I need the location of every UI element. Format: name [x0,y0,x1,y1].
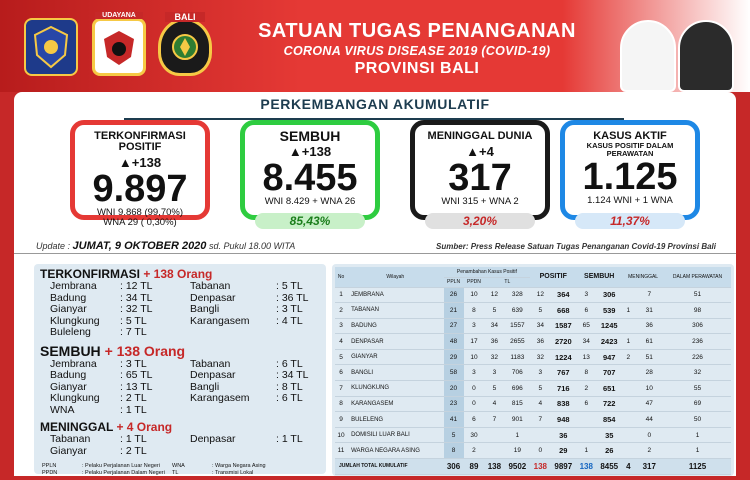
table-cell: 0 [530,443,550,459]
abbreviation-legend [34,463,326,477]
summary-cell [276,327,336,339]
table-cell: 668 [550,303,576,319]
table-cell: 1 [622,334,634,350]
table-cell: 31 [635,303,664,319]
table-cell: 1183 [504,349,530,365]
card-recovered [240,120,380,220]
table-cell: 138 [576,459,596,475]
card-sub: WNI 9.868 (99,70%) [96,207,184,218]
table-cell: 47 [635,396,664,412]
divider [14,253,736,254]
table-cell: 138 [530,459,550,475]
table-cell [622,365,634,381]
leader-photo-2 [678,20,734,92]
table-cell: 51 [664,287,731,303]
table-cell: 138 [484,459,504,475]
table-cell: 0 [464,381,485,397]
card-sub2: WNA 29 ( 0,30%) [103,217,177,228]
main-panel [14,92,736,476]
table-row [335,303,731,319]
table-cell: 767 [550,365,576,381]
table-cell: 4 [335,334,347,350]
summary-cell: : 34 TL [276,369,309,381]
table-cell: 5 [530,303,550,319]
card-delta: ▲+4 [466,144,494,159]
summary-cell: : 6 TL [276,392,303,404]
table-cell: 44 [635,412,664,428]
summary-cell: : 7 TL [120,326,147,338]
summary-cell: : 1 TL [120,433,147,445]
table-cell: 32 [664,365,731,381]
summary-heading [34,343,326,359]
table-cell: 34 [484,318,504,334]
udayana-logo: UDAYANA [92,18,146,76]
table-cell: 226 [664,349,731,365]
header-province: PROVINSI BALI [354,60,480,77]
table-cell: 19 [504,443,530,459]
table-cell [622,443,634,459]
table-cell: 2 [464,443,485,459]
summary-cell: Gianyar [50,380,87,393]
table-cell: 696 [504,381,530,397]
table-cell: 1 [664,443,731,459]
summary-cell: Gianyar [50,303,87,315]
table-cell: 1 [622,303,634,319]
summary-cell: Karangasem [190,392,250,404]
table-cell: 51 [635,349,664,365]
table-cell: 29 [550,443,576,459]
bali-province-logo [24,18,78,76]
table-cell: 58 [444,365,464,381]
table-cell: 4 [484,396,504,412]
table-cell: 41 [444,412,464,428]
summary-cell: : 65 TL [120,369,153,381]
summary-cell [190,405,276,417]
table-cell: 1 [335,287,347,303]
update-date: JUMAT, 9 OKTOBER 2020 [72,240,207,252]
table-cell: 947 [596,349,622,365]
table-cell: BULELENG [347,412,443,428]
table-cell: 5 [484,381,504,397]
summary-cell: : 12 TL [120,280,153,292]
col-ppdn: PPDN [464,277,485,287]
table-cell: 36 [550,427,576,443]
table-cell: 35 [596,427,622,443]
table-cell: TABANAN [347,303,443,319]
table-cell: 3 [464,365,485,381]
summary-cell: : 4 TL [276,314,303,327]
table-row [335,287,731,303]
table-row [335,412,731,428]
table-cell: 8 [464,303,485,319]
table-cell: 4 [622,459,634,475]
card-sublabel: KASUS POSITIF DALAM PERAWATAN [586,141,674,158]
table-cell: 26 [596,443,622,459]
table-cell: 3 [530,365,550,381]
card-delta: ▲+138 [118,155,162,170]
table-cell: 1557 [504,318,530,334]
legend-cell: : Transmisi Lokal [212,470,254,476]
summary-cell: : 34 TL [120,291,153,304]
table-cell: 10 [464,287,485,303]
table-cell: 13 [576,349,596,365]
table-cell: 3 [576,287,596,303]
summary-cell: Denpasar [190,433,236,445]
table-cell: 306 [444,459,464,475]
table-cell: 5 [530,381,550,397]
table-row [335,381,731,397]
card-sub: WNI 315 + WNA 2 [441,196,519,207]
table-total-row [335,459,731,475]
card-label: TERKONFIRMASI POSITIF [94,130,186,153]
table-cell: 1 [576,443,596,459]
summary-cell: Denpasar [190,369,236,381]
table-row [335,427,731,443]
summary-cell: Badung [50,291,87,304]
legend-cell: PPDN [42,470,58,476]
table-cell: 706 [504,365,530,381]
table-cell: 30 [464,427,485,443]
table-cell: 854 [596,412,622,428]
table-cell: 36 [635,318,664,334]
summary-cell [190,327,276,339]
summary-cell: Tabanan [190,280,231,292]
summary-cell: Jembrana [50,357,97,370]
table-cell: BANGLI [347,365,443,381]
summary-rows [34,359,326,417]
summary-cell [276,446,336,458]
table-cell [622,381,634,397]
summary-cell: Klungkung [50,314,100,327]
table-cell: 7 [635,287,664,303]
table-cell: JEMBRANA [347,287,443,303]
table-row [335,365,731,381]
table-cell: 23 [444,396,464,412]
card-value: 9.897 [92,168,188,210]
table-cell: 317 [635,459,664,475]
table-cell: 716 [550,381,576,397]
table-cell [484,427,504,443]
legend-cell: : Pelaku Perjalanan Dalam Negeri [82,470,165,476]
summary-heading-delta: + 138 Orang [104,342,186,359]
table-cell: 1224 [550,349,576,365]
table-cell: JUMLAH TOTAL KUMULATIF [335,459,444,475]
table-cell: 0 [464,396,485,412]
table-cell: 2 [622,349,634,365]
table-cell: 8 [444,443,464,459]
summary-heading-title: MENINGGAL [40,420,117,434]
table-cell: 3 [484,365,504,381]
pct-deaths: 3,20% [425,213,535,229]
table-cell: 539 [596,303,622,319]
summary-cell: : 32 TL [120,303,153,315]
table-cell [576,427,596,443]
table-cell: 1 [504,427,530,443]
table-row [335,396,731,412]
table-cell: 1 [664,427,731,443]
table-cell: BADUNG [347,318,443,334]
col-penambahan: Penambahan Kasus Positif [444,267,531,277]
col-no: No [335,267,347,287]
table-cell: 12 [484,287,504,303]
table-cell: 651 [596,381,622,397]
table-cell: 3 [335,318,347,334]
summary-cell: : 1 TL [276,433,303,445]
card-confirmed [70,120,210,228]
table-cell: 8 [576,365,596,381]
table-cell: 7 [335,381,347,397]
summary-cell: : 5 TL [120,314,147,327]
table-cell: 6 [576,396,596,412]
table-cell: KLUNGKUNG [347,381,443,397]
table-cell: 9 [335,412,347,428]
table-cell: 2655 [504,334,530,350]
summary-cell: Denpasar [190,291,236,304]
table-row [335,318,731,334]
summary-cell: : 36 TL [276,291,309,304]
pct-active: 11,37% [575,213,685,229]
table-cell: 10 [464,349,485,365]
table-cell: DENPASAR [347,334,443,350]
table-cell: 10 [335,427,347,443]
table-cell: 236 [664,334,731,350]
card-label: SEMBUH [279,128,341,144]
table-cell: 2423 [596,334,622,350]
table-cell: 8 [335,396,347,412]
table-cell: 61 [635,334,664,350]
table-cell: 5 [335,349,347,365]
summary-cell: Jembrana [50,280,97,292]
table-cell: 27 [444,318,464,334]
table-cell: 722 [596,396,622,412]
header-title: SATUAN TUGAS PENANGANAN [258,20,576,42]
table-cell: 9897 [550,459,576,475]
col-sembuh: SEMBUH [576,267,622,287]
summary-cell: Bangli [190,380,220,393]
table-cell [622,396,634,412]
card-value: 1.125 [582,156,678,198]
table-cell: WARGA NEGARA ASING [347,443,443,459]
summary-cell: Gianyar [50,444,87,457]
table-cell: 1125 [664,459,731,475]
table-cell: 4 [530,396,550,412]
table-cell: 2720 [550,334,576,350]
summary-cell: Klungkung [50,392,100,404]
table-cell: 2 [635,443,664,459]
table-cell [576,412,596,428]
table-cell: 948 [550,412,576,428]
summary-cell: : 3 TL [120,357,147,370]
source-note: Sumber: Press Release Satuan Tugas Penanganan Covid-19 Provinsi Bali [436,242,716,251]
table-cell: 29 [444,349,464,365]
table-cell: 48 [444,334,464,350]
legend-cell: PPLN [42,463,57,469]
table-cell: 21 [444,303,464,319]
summary-rows [34,434,326,457]
table-cell: 6 [464,412,485,428]
summary-cell: : 5 TL [276,280,303,292]
table-cell: 901 [504,412,530,428]
summary-cell: : 2 TL [120,392,147,404]
summary-heading [34,420,326,434]
table-cell: 6 [335,365,347,381]
table-cell: 10 [635,381,664,397]
table-cell: 306 [664,318,731,334]
pct-recovered: 85,43% [255,213,365,229]
table-cell: 1587 [550,318,576,334]
header-subtitle: CORONA VIRUS DISEASE 2019 (COVID-19) [283,44,551,58]
card-value: 317 [448,157,512,199]
table-cell [622,287,634,303]
table-cell: 1245 [596,318,622,334]
table-cell: DOMISILI LUAR BALI [347,427,443,443]
table-cell: 65 [576,318,596,334]
table-cell: 11 [335,443,347,459]
summary-cell: : 13 TL [120,380,153,393]
update-line: Update : JUMAT, 9 OKTOBER 2020 sd. Pukul 18.00 WITA [36,240,296,252]
card-sub: WNI 8.429 + WNA 26 [264,196,356,207]
table-row [335,443,731,459]
summary-cell: Buleleng [50,326,91,338]
summary-cell: : 3 TL [276,303,303,315]
table-cell: 32 [484,349,504,365]
table-cell: 69 [664,396,731,412]
table-cell: 32 [530,349,550,365]
table-cell: 20 [444,381,464,397]
table-cell: 36 [530,334,550,350]
table-cell: 5 [444,427,464,443]
summary-cell: WNA [50,403,75,416]
table-cell: 7 [484,412,504,428]
summary-panel [34,264,326,474]
summary-cell [276,405,336,417]
summary-cell: Tabanan [50,433,91,445]
table-cell: 17 [464,334,485,350]
col-tl: TL [484,277,530,287]
card-active [560,120,700,220]
table-cell: 5 [484,303,504,319]
table-cell: 364 [550,287,576,303]
table-cell: 707 [596,365,622,381]
table-cell: 98 [664,303,731,319]
table-cell: 838 [550,396,576,412]
table-cell: 0 [635,427,664,443]
polda-bali-logo: BALI [158,18,212,76]
table-cell: 12 [530,287,550,303]
table-cell [622,427,634,443]
summary-cell: : 6 TL [276,357,303,370]
table-cell: 2 [335,303,347,319]
table-row [335,349,731,365]
col-positif: POSITIF [530,267,576,287]
table-cell: 328 [504,287,530,303]
summary-cell: : 8 TL [276,380,303,393]
table-cell: GIANYAR [347,349,443,365]
table-cell: 2 [576,381,596,397]
table-cell: 36 [484,334,504,350]
table-cell: 815 [504,396,530,412]
summary-cell: Badung [50,369,87,381]
legend-cell: : Warga Negara Asing [212,463,266,469]
summary-heading-title: SEMBUH [40,342,105,359]
summary-rows [34,281,326,339]
summary-heading [34,267,326,281]
card-deaths [410,120,550,220]
table-cell: 50 [664,412,731,428]
summary-heading-title: TERKONFIRMASI [40,267,144,281]
summary-cell [190,446,276,458]
legend-cell: : Pelaku Perjalanan Luar Negeri [82,463,160,469]
summary-cell: Bangli [190,303,220,315]
summary-cell: Karangasem [190,314,250,327]
table-cell: 7 [530,412,550,428]
table-cell: 34 [530,318,550,334]
table-cell: 3 [464,318,485,334]
col-wilayah: Wilayah [347,267,443,287]
card-delta: ▲+138 [288,144,332,159]
leader-photo-1 [620,20,676,92]
table-cell: 639 [504,303,530,319]
table-cell [622,318,634,334]
summary-heading-delta: + 138 Orang [143,267,213,281]
summary-heading-delta: + 4 Orang [116,420,173,434]
table-cell: 34 [576,334,596,350]
region-table [335,267,731,475]
table-cell: 26 [444,287,464,303]
table-cell [530,427,550,443]
card-label: KASUS AKTIF [593,130,667,142]
table-cell [484,443,504,459]
legend-cell: WNA [172,463,185,469]
summary-cell: : 1 TL [120,403,147,416]
card-sub: 1.124 WNI + 1 WNA [587,195,673,206]
table-cell: 306 [596,287,622,303]
section-title: PERKEMBANGAN AKUMULATIF [260,96,490,112]
table-cell: 9502 [504,459,530,475]
leaders-photo [612,8,740,92]
table-cell [622,412,634,428]
card-label: MENINGGAL DUNIA [427,130,533,142]
summary-cell: : 2 TL [120,444,147,457]
region-table-body [335,287,731,474]
summary-cell: Tabanan [190,357,231,370]
col-meninggal: MENINGGAL [622,267,664,287]
region-table-panel [332,264,734,476]
header-banner [0,0,750,92]
table-cell: 55 [664,381,731,397]
col-dalam: DALAM PERAWATAN [664,267,731,287]
table-cell: KARANGASEM [347,396,443,412]
table-cell: 28 [635,365,664,381]
col-ppln: PPLN [444,277,464,287]
table-cell: 89 [464,459,485,475]
table-row [335,334,731,350]
table-cell: 6 [576,303,596,319]
table-cell: 8455 [596,459,622,475]
card-value: 8.455 [262,157,358,199]
legend-cell: TL [172,470,179,476]
